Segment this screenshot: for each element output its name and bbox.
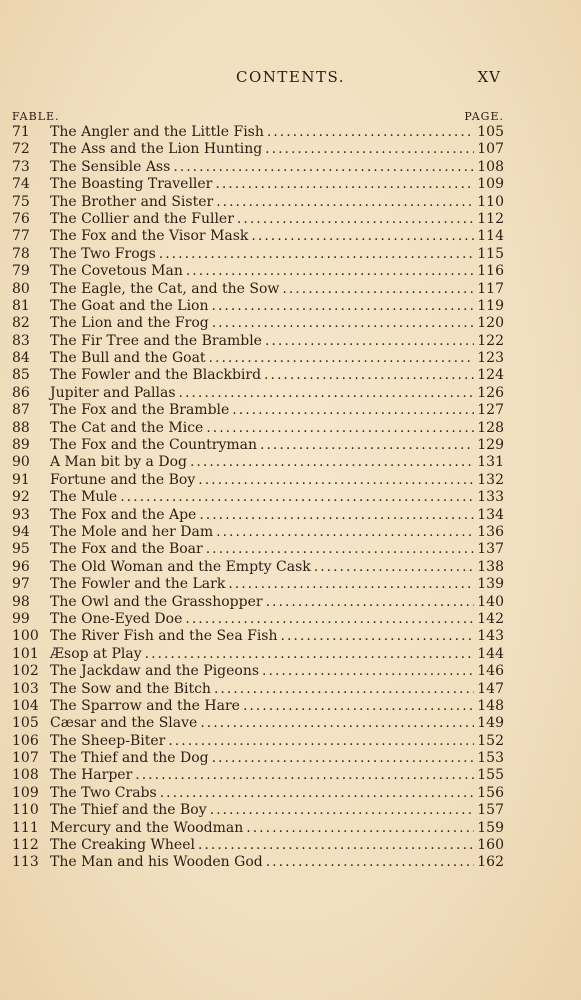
fable-title: The Goat and the Lion — [50, 297, 209, 314]
toc-entry — [12, 420, 504, 437]
toc-entry — [12, 715, 504, 732]
dot-leader — [190, 454, 474, 471]
dot-leader — [198, 472, 474, 489]
fable-number: 107 — [12, 750, 39, 767]
fable-page-number: 105 — [477, 124, 504, 140]
fable-page-number: 134 — [477, 506, 504, 523]
toc-entry — [12, 646, 504, 663]
toc-entry — [12, 750, 504, 767]
fable-title: A Man bit by a Dog — [50, 454, 187, 471]
fable-number: 88 — [12, 419, 30, 436]
fable-page-number: 123 — [477, 350, 504, 367]
fable-number: 83 — [12, 332, 30, 349]
fable-title: The Mule — [50, 489, 118, 506]
dot-leader — [198, 837, 474, 854]
fable-title: The Collier and the Fuller — [50, 210, 234, 227]
fable-title: The Cat and the Mice — [50, 419, 204, 436]
fable-page-number: 129 — [477, 437, 504, 454]
toc-entry — [12, 402, 504, 419]
fable-number: 95 — [12, 541, 30, 558]
fable-page-number: 138 — [477, 558, 504, 575]
fable-page-number: 127 — [477, 402, 504, 419]
fable-title: Fortune and the Boy — [50, 471, 196, 488]
fable-page-number: 108 — [477, 158, 504, 175]
fable-number: 113 — [12, 854, 39, 871]
fable-title: The Eagle, the Cat, and the Sow — [50, 280, 280, 297]
fable-title: The Harper — [50, 767, 133, 784]
fable-title: The Fowler and the Blackbird — [50, 367, 262, 384]
dot-leader — [264, 367, 474, 384]
fable-number: 103 — [12, 680, 39, 697]
fable-title: Cæsar and the Slave — [50, 715, 198, 732]
fable-title: The Brother and Sister — [50, 193, 214, 210]
fable-page-number: 131 — [477, 454, 504, 471]
toc-entry — [12, 437, 504, 454]
dot-leader — [185, 611, 474, 628]
fable-number: 93 — [12, 506, 30, 523]
dot-leader — [159, 246, 474, 263]
fable-title: The Lion and the Frog — [50, 315, 209, 332]
fable-number: 112 — [12, 837, 39, 854]
fable-number: 111 — [12, 819, 39, 836]
toc-entry — [12, 228, 504, 245]
fable-number: 84 — [12, 350, 30, 367]
fable-page-number: 157 — [477, 802, 504, 819]
toc-entry — [12, 785, 504, 802]
toc-entry — [12, 681, 504, 698]
toc-entry — [12, 541, 504, 558]
fable-number: 85 — [12, 367, 30, 384]
toc-entry — [12, 663, 504, 680]
dot-leader — [282, 281, 474, 298]
fable-number: 100 — [12, 628, 39, 645]
fable-number: 86 — [12, 384, 30, 401]
fable-page-number: 132 — [477, 471, 504, 488]
column-headings — [12, 110, 504, 124]
fable-page-number: 152 — [477, 732, 504, 749]
fable-title: The Thief and the Boy — [50, 802, 207, 819]
dot-leader — [243, 698, 474, 715]
fable-number: 97 — [12, 576, 30, 593]
toc-entry — [12, 385, 504, 402]
dot-leader — [135, 767, 474, 784]
dot-leader — [206, 541, 475, 558]
fable-title: The Fox and the Ape — [50, 506, 197, 523]
dot-leader — [210, 802, 475, 819]
fable-page-number: 149 — [477, 715, 504, 732]
fable-page-number: 137 — [477, 541, 504, 558]
fable-page-number: 156 — [477, 784, 504, 801]
toc-entry — [12, 628, 504, 645]
dot-leader — [145, 646, 475, 663]
fable-title: The Man and his Wooden God — [50, 854, 263, 871]
dot-leader — [215, 176, 474, 193]
dot-leader — [168, 733, 474, 750]
toc-entry — [12, 507, 504, 524]
fable-page-number: 147 — [477, 680, 504, 697]
toc-entry — [12, 837, 504, 854]
toc-entry — [12, 350, 504, 367]
fable-number: 104 — [12, 697, 39, 714]
fable-title: Jupiter and Pallas — [50, 384, 176, 401]
fable-number: 110 — [12, 802, 39, 819]
fable-number: 78 — [12, 245, 30, 262]
dot-leader — [212, 298, 475, 315]
dot-leader — [266, 854, 475, 871]
toc-entry — [12, 159, 504, 176]
fable-page-number: 110 — [477, 193, 504, 210]
fable-page-number: 159 — [477, 819, 504, 836]
fable-number: 89 — [12, 437, 30, 454]
fable-number: 92 — [12, 489, 30, 506]
toc-entry — [12, 333, 504, 350]
dot-leader — [214, 681, 474, 698]
fable-title: The Two Frogs — [50, 245, 156, 262]
fable-title: The Angler and the Little Fish — [50, 124, 264, 140]
running-head-title: CONTENTS. — [236, 68, 345, 86]
fable-number: 71 — [12, 124, 30, 140]
fable-number: 82 — [12, 315, 30, 332]
dot-leader — [206, 420, 474, 437]
toc-entry — [12, 576, 504, 593]
fable-title: The Fox and the Bramble — [50, 402, 230, 419]
fable-page-number: 107 — [477, 141, 504, 158]
toc-entry — [12, 141, 504, 158]
dot-leader — [186, 263, 474, 280]
fable-number: 101 — [12, 645, 39, 662]
fable-number: 81 — [12, 297, 30, 314]
fable-page-number: 117 — [477, 280, 504, 297]
toc-entry — [12, 246, 504, 263]
fable-page-number: 155 — [477, 767, 504, 784]
toc-entry — [12, 733, 504, 750]
toc-entry — [12, 594, 504, 611]
dot-leader — [228, 576, 474, 593]
toc-entry — [12, 454, 504, 471]
toc-entry — [12, 559, 504, 576]
dot-leader — [265, 141, 474, 158]
dot-leader — [265, 333, 474, 350]
fable-page-number: 120 — [477, 315, 504, 332]
fable-page-number: 122 — [477, 332, 504, 349]
fable-page-number: 126 — [477, 384, 504, 401]
fable-number: 90 — [12, 454, 30, 471]
toc-entry — [12, 263, 504, 280]
dot-leader — [281, 628, 475, 645]
dot-leader — [251, 228, 474, 245]
contents-list — [12, 124, 504, 872]
dot-leader — [200, 715, 474, 732]
toc-entry — [12, 298, 504, 315]
fable-title: The Fox and the Visor Mask — [50, 228, 249, 245]
fable-title: Mercury and the Woodman — [50, 819, 244, 836]
fable-title: The Sheep-Biter — [50, 732, 166, 749]
toc-entry — [12, 698, 504, 715]
running-head-page-number: XV — [477, 68, 501, 86]
toc-entry — [12, 472, 504, 489]
dot-leader — [199, 507, 474, 524]
fable-number: 99 — [12, 610, 30, 627]
dot-leader — [267, 124, 474, 141]
toc-entry — [12, 524, 504, 541]
toc-entry — [12, 802, 504, 819]
fable-page-number: 133 — [477, 489, 504, 506]
dot-leader — [179, 385, 475, 402]
fable-page-number: 136 — [477, 523, 504, 540]
fable-page-number: 128 — [477, 419, 504, 436]
fable-title: The Fox and the Boar — [50, 541, 203, 558]
fable-title: The River Fish and the Sea Fish — [50, 628, 278, 645]
fable-number: 74 — [12, 176, 30, 193]
fable-number: 109 — [12, 784, 39, 801]
toc-entry — [12, 281, 504, 298]
dot-leader — [120, 489, 474, 506]
fable-page-number: 162 — [477, 854, 504, 871]
fable-title: The Ass and the Lion Hunting — [50, 141, 263, 158]
fable-title: The Sow and the Bitch — [50, 680, 211, 697]
fable-page-number: 124 — [477, 367, 504, 384]
fable-title: The Sparrow and the Hare — [50, 697, 240, 714]
toc-entry — [12, 194, 504, 211]
fable-title: The Boasting Traveller — [50, 176, 213, 193]
fable-number: 105 — [12, 715, 39, 732]
fable-number: 94 — [12, 523, 30, 540]
fable-column-heading: FABLE. — [12, 110, 60, 123]
fable-number: 96 — [12, 558, 30, 575]
fable-title: The Owl and the Grasshopper — [50, 593, 263, 610]
fable-title: The Fox and the Countryman — [50, 437, 258, 454]
fable-title: The Thief and the Dog — [50, 750, 209, 767]
dot-leader — [314, 559, 475, 576]
fable-page-number: 146 — [477, 663, 504, 680]
fable-number: 108 — [12, 767, 39, 784]
fable-title: The Covetous Man — [50, 263, 183, 280]
fable-number: 77 — [12, 228, 30, 245]
fable-number: 73 — [12, 158, 30, 175]
dot-leader — [212, 750, 475, 767]
fable-page-number: 142 — [477, 610, 504, 627]
fable-title: The Old Woman and the Empty Cask — [50, 558, 311, 575]
fable-title: The Creaking Wheel — [50, 837, 195, 854]
dot-leader — [212, 315, 475, 332]
fable-number: 72 — [12, 141, 30, 158]
fable-page-number: 139 — [477, 576, 504, 593]
fable-page-number: 140 — [477, 593, 504, 610]
dot-leader — [262, 663, 474, 680]
dot-leader — [216, 524, 474, 541]
dot-leader — [266, 594, 475, 611]
fable-page-number: 143 — [477, 628, 504, 645]
fable-page-number: 119 — [477, 297, 504, 314]
fable-title: The Mole and her Dam — [50, 523, 214, 540]
dot-leader — [237, 211, 474, 228]
toc-entry — [12, 176, 504, 193]
fable-number: 75 — [12, 193, 30, 210]
fable-page-number: 116 — [477, 263, 504, 280]
fable-page-number: 153 — [477, 750, 504, 767]
fable-number: 91 — [12, 471, 30, 488]
toc-entry — [12, 367, 504, 384]
fable-page-number: 112 — [477, 210, 504, 227]
toc-entry — [12, 211, 504, 228]
fable-number: 76 — [12, 210, 30, 227]
dot-leader — [173, 159, 474, 176]
fable-title: The Bull and the Goat — [50, 350, 206, 367]
fable-title: The One-Eyed Doe — [50, 610, 183, 627]
fable-page-number: 160 — [477, 837, 504, 854]
fable-page-number: 148 — [477, 697, 504, 714]
dot-leader — [216, 194, 474, 211]
fable-title: Æsop at Play — [50, 645, 142, 662]
dot-leader — [232, 402, 474, 419]
fable-title: The Fowler and the Lark — [50, 576, 226, 593]
fable-title: The Two Crabs — [50, 784, 157, 801]
toc-entry — [12, 767, 504, 784]
toc-entry — [12, 820, 504, 837]
toc-entry — [12, 854, 504, 871]
toc-entry — [12, 489, 504, 506]
dot-leader — [209, 350, 475, 367]
fable-page-number: 109 — [477, 176, 504, 193]
fable-page-number: 114 — [477, 228, 504, 245]
fable-title: The Jackdaw and the Pigeons — [50, 663, 260, 680]
fable-number: 87 — [12, 402, 30, 419]
toc-entry — [12, 315, 504, 332]
page-column-heading: PAGE. — [464, 110, 504, 123]
fable-page-number: 115 — [477, 245, 504, 262]
fable-title: The Fir Tree and the Bramble — [50, 332, 262, 349]
fable-number: 80 — [12, 280, 30, 297]
fable-page-number: 144 — [477, 645, 504, 662]
toc-entry — [12, 124, 504, 141]
dot-leader — [260, 437, 474, 454]
dot-leader — [160, 785, 475, 802]
fable-title: The Sensible Ass — [50, 158, 171, 175]
toc-entry — [12, 611, 504, 628]
fable-number: 79 — [12, 263, 30, 280]
fable-number: 106 — [12, 732, 39, 749]
fable-number: 102 — [12, 663, 39, 680]
dot-leader — [246, 820, 474, 837]
fable-number: 98 — [12, 593, 30, 610]
